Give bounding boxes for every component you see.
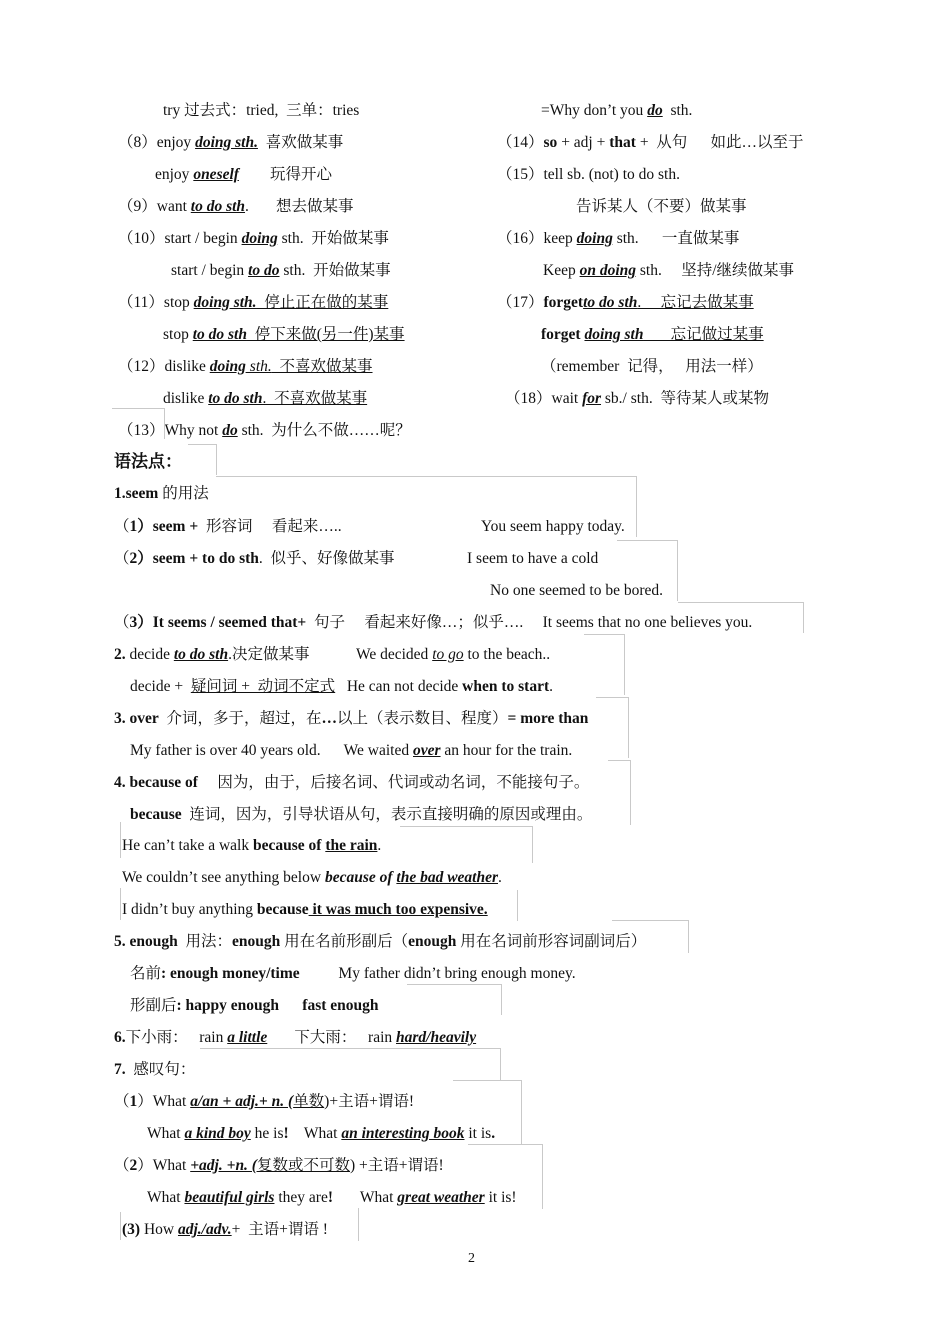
seem-example-1: You seem happy today. [481,518,625,535]
text-box-outline [358,1208,359,1241]
text-box-outline [608,760,631,825]
item-11-stop-doing: （11）stop doing sth. 停止正在做的某事 [118,294,389,311]
item-18-wait-for: （18）wait for sb./ sth. 等待某人或某物 [505,390,769,407]
exclamation-rule-2: （2）What +adj. +n. (复数或不可数) +主语+谓语! [114,1157,444,1174]
item-17-forget-doing: forget doing sth 忘记做过某事 [541,326,764,343]
item-12-dislike-doing: （12）dislike doing sth. 不喜欢做某事 [118,358,373,375]
exclamation-example-1: What a kind boy he is! What an interesting book it is. [147,1125,496,1142]
because-of-rule: 4. because of 因为，由于，后接名词、代词或动名词，不能接句子。 [114,774,590,791]
why-dont-you-line: =Why don’t you do sth. [541,102,693,119]
enough-after-adj: 形副后: happy enough fast enough [130,997,379,1014]
enough-rule: 5. enough 用法：enough 用在名前形副后（enough 用在名词前形容词副词后） [114,933,647,950]
item-8-enjoy-oneself: enjoy oneself 玩得开心 [155,166,332,183]
item-16-keep-doing: （16）keep doing sth. 一直做某事 [497,230,740,247]
enough-before-noun: 名前: enough money/time My father didn’t bring enough money. [130,965,576,982]
text-box-outline [188,444,217,475]
text-box-outline [120,1212,121,1240]
text-box-outline [468,1144,543,1209]
decide-rule-1: 2. decide to do sth.决定做某事 We decided to go to the beach.. [114,646,551,663]
text-box-outline [612,920,689,953]
text-box-outline [216,476,637,537]
item-11-stop-to-do: stop to do sth 停下来做(另一件)某事 [163,326,405,343]
item-17-remember-note: （remember 记得， 用法一样） [541,358,763,375]
seem-example-3: No one seemed to be bored. [490,582,664,599]
item-15-meaning: 告诉某人（不要）做某事 [576,198,747,215]
item-13-why-not: （13）Why not do sth. 为什么不做……呢？ [118,422,411,439]
because-example-3: I didn’t buy anything because it was much too expensive. [122,901,488,918]
rain-rule: 6.下小雨： rain a little 下大雨： rain hard/heavily [114,1029,477,1046]
exclamation-rule-3: (3) How adj./adv.+ 主语+谓语 ! [122,1221,328,1238]
item-14-so-that: （14）so + adj + that + 从句 如此…以至于 [497,134,804,151]
text-box-outline [112,408,165,439]
item-16-keep-on-doing: Keep on doing sth. 坚持/继续做某事 [543,262,795,279]
text-box-outline [678,602,804,633]
text-box-outline [200,1048,501,1081]
item-10-start-doing: （10）start / begin doing sth. 开始做某事 [118,230,389,247]
over-example: My father is over 40 years old. We waited over an hour for the train. [130,742,573,759]
text-box-outline [596,697,629,758]
seem-rule-2: （2）seem + to do sth. 似乎、好像做某事 [114,550,395,567]
item-15-tell: （15）tell sb. (not) to do sth. [497,166,680,183]
seem-rule-1: （1）seem + 形容词 看起来….. [114,518,342,535]
because-example-2: We couldn’t see anything below because of the bad weather. [122,869,502,886]
text-box-outline [120,822,121,858]
item-9-want: （9）want to do sth. 想去做某事 [118,198,354,215]
text-box-outline [407,984,502,1015]
because-rule: because 连词，因为，引导状语从句，表示直接明确的原因或理由。 [130,806,593,823]
item-17-forget-to-do: （17）forgetto do sth. 忘记去做某事 [497,294,754,311]
exclamation-title: 7. 感叹句： [114,1061,196,1078]
exclamation-example-2: What beautiful girls they are! What great weather it is! [147,1189,517,1206]
item-10-start-to-do: start / begin to do sth. 开始做某事 [171,262,391,279]
item-8-enjoy-doing: （8）enjoy doing sth. 喜欢做某事 [118,134,344,151]
grammar-heading: 语法点： [114,452,182,471]
try-line: try 过去式：tried, 三单：tries [163,102,360,119]
decide-rule-2: decide + 疑问词 + 动词不定式 He can not decide when to start. [130,678,553,695]
over-rule: 3. over 介词，多于，超过，在…以上（表示数目、程度）= more than [114,710,589,727]
seem-rule-3: （3）It seems / seemed that+ 句子 看起来好像…；似乎…. It seems that no one believes you. [114,614,753,631]
text-box-outline [517,890,518,921]
item-12-dislike-to-do: dislike to do sth. 不喜欢做某事 [163,390,368,407]
page-number: 2 [468,1251,475,1266]
text-box-outline [400,826,533,863]
seem-title: 1.seem 的用法 [114,485,209,502]
text-box-outline [584,634,625,695]
text-box-outline [617,540,678,601]
exclamation-rule-1: （1）What a/an + adj.+ n. (单数)+主语+谓语! [114,1093,414,1110]
text-box-outline [453,1080,522,1145]
because-example-1: He can’t take a walk because of the rain. [122,837,382,854]
text-box-outline [120,888,121,920]
seem-example-2: I seem to have a cold [467,550,599,567]
